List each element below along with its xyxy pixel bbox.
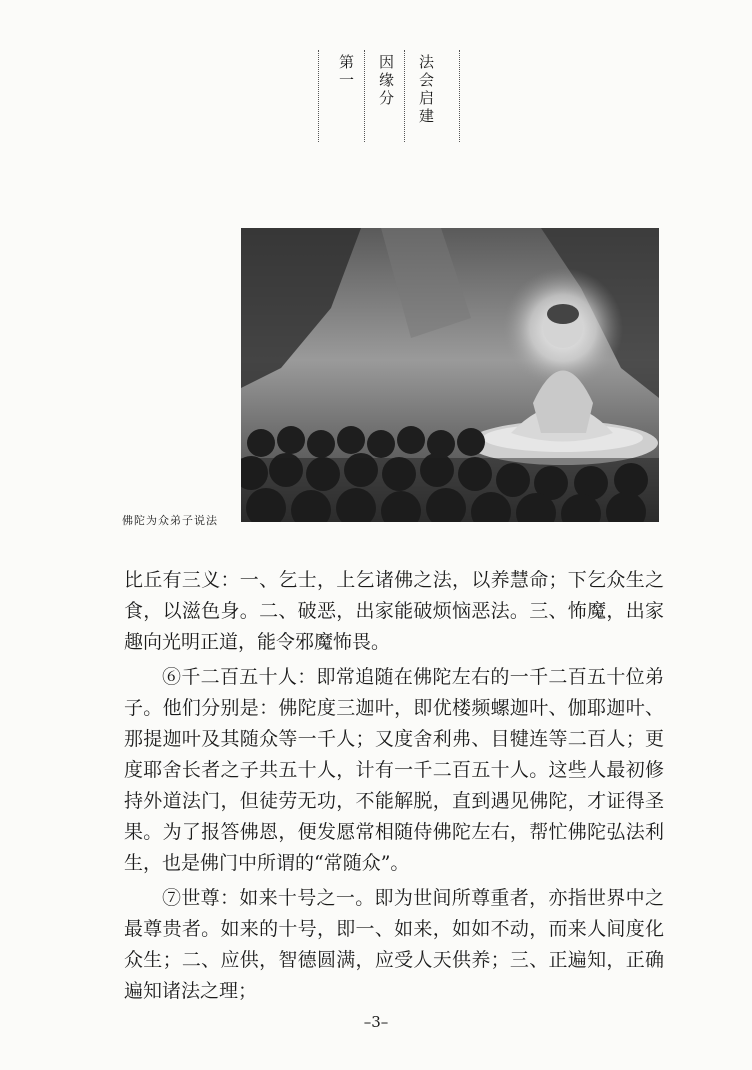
header-dotted-rule xyxy=(318,50,319,142)
paragraph: ⑥千二百五十人：即常追随在佛陀左右的一千二百五十位弟子。他们分别是：佛陀度三迦叶，即优楼频螺迦叶、伽耶迦叶、那提迦叶及其随众等一千人；又度舍利弗、目犍连等二百人；更度耶舍长者之子共五十人，计有一千二百五十人。这些人最初修持外道法门，但徒劳无功，不能解脱，直到遇见佛陀，才证得圣果。为了报答佛恩，便发愿常相随侍佛陀左右，帮忙佛陀弘法利生，也是佛门中所谓的“常随众”。 xyxy=(124,666,664,874)
chapter-subtitle: 因缘分 xyxy=(377,54,395,108)
paragraph: 比丘有三义：一、乞士，上乞诸佛之法，以养慧命；下乞众生之食，以滋色身。二、破恶，出家能破烦恼恶法。三、怖魔，出家趣向光明正道，能令邪魔怖畏。 xyxy=(124,569,664,653)
page-number: –3– xyxy=(363,1013,389,1031)
figure-caption: 佛陀为众弟子说法 xyxy=(122,514,218,527)
header-dotted-rule xyxy=(459,50,460,142)
chapter-header xyxy=(318,50,460,142)
header-dotted-rule xyxy=(404,50,405,142)
chapter-number: 第一 xyxy=(337,54,355,90)
chapter-title: 法会启建 xyxy=(417,54,435,126)
buddha-teaching-illustration xyxy=(241,228,659,522)
paragraph: ⑦世尊：如来十号之一。即为世间所尊重者，亦指世界中之最尊贵者。如来的十号，即一、如来，如如不动，而来人间度化众生；二、应供，智德圆满，应受人天供养；三、正遍知，正确遍知诸法之理； xyxy=(124,887,664,1002)
illustration-drawing xyxy=(241,228,659,522)
header-dotted-rule xyxy=(364,50,365,142)
body-text xyxy=(124,565,664,1011)
